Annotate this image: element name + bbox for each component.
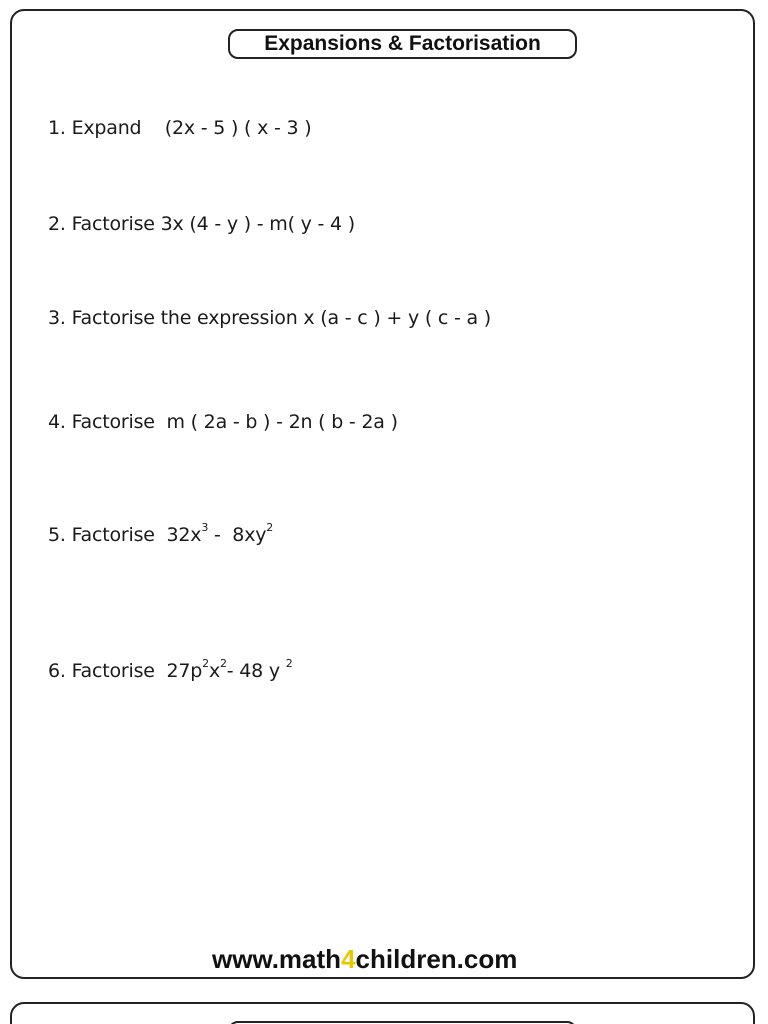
question-4-expression: m ( 2a - b ) - 2n ( b - 2a ) bbox=[154, 411, 398, 433]
question-3-expression: x (a - c ) + y ( c - a ) bbox=[297, 307, 491, 329]
question-6-label: 6. Factorise bbox=[48, 660, 155, 682]
question-2 bbox=[48, 213, 355, 235]
question-3-label: 3. Factorise the expression bbox=[48, 307, 298, 329]
question-1-label: 1. Expand bbox=[48, 117, 142, 139]
question-6-term-a: 27p bbox=[154, 660, 203, 682]
question-6-term-b: x bbox=[208, 660, 220, 682]
question-2-expression: 3x (4 - y ) - m( y - 4 ) bbox=[154, 213, 355, 235]
question-5-exponent-b: 2 bbox=[266, 520, 274, 534]
question-1 bbox=[48, 117, 311, 139]
question-4 bbox=[48, 411, 398, 433]
footer-website-accent: 4 bbox=[341, 944, 356, 974]
question-5-label: 5. Factorise bbox=[48, 524, 155, 546]
question-5 bbox=[48, 520, 274, 546]
worksheet-title-text: Expansions & Factorisation bbox=[264, 32, 541, 55]
question-4-label: 4. Factorise bbox=[48, 411, 155, 433]
question-6-exponent-c: 2 bbox=[285, 656, 293, 670]
footer-website[interactable] bbox=[212, 944, 517, 975]
question-5-term-a: 32x bbox=[154, 524, 202, 546]
worksheet-frame bbox=[10, 9, 755, 979]
footer-website-suffix: children.com bbox=[355, 944, 518, 974]
question-1-expression: (2x - 5 ) ( x - 3 ) bbox=[141, 117, 312, 139]
question-5-exponent-a: 3 bbox=[201, 520, 209, 534]
question-3 bbox=[48, 307, 491, 329]
question-6-exponent-b: 2 bbox=[219, 656, 227, 670]
worksheet-title bbox=[228, 29, 577, 59]
question-6-exponent-a: 2 bbox=[202, 656, 209, 670]
footer-website-prefix: www.math bbox=[212, 944, 342, 974]
question-6 bbox=[48, 656, 293, 682]
question-5-term-b: - 8xy bbox=[208, 524, 267, 546]
question-2-label: 2. Factorise bbox=[48, 213, 155, 235]
question-6-term-c: - 48 y bbox=[226, 660, 286, 682]
